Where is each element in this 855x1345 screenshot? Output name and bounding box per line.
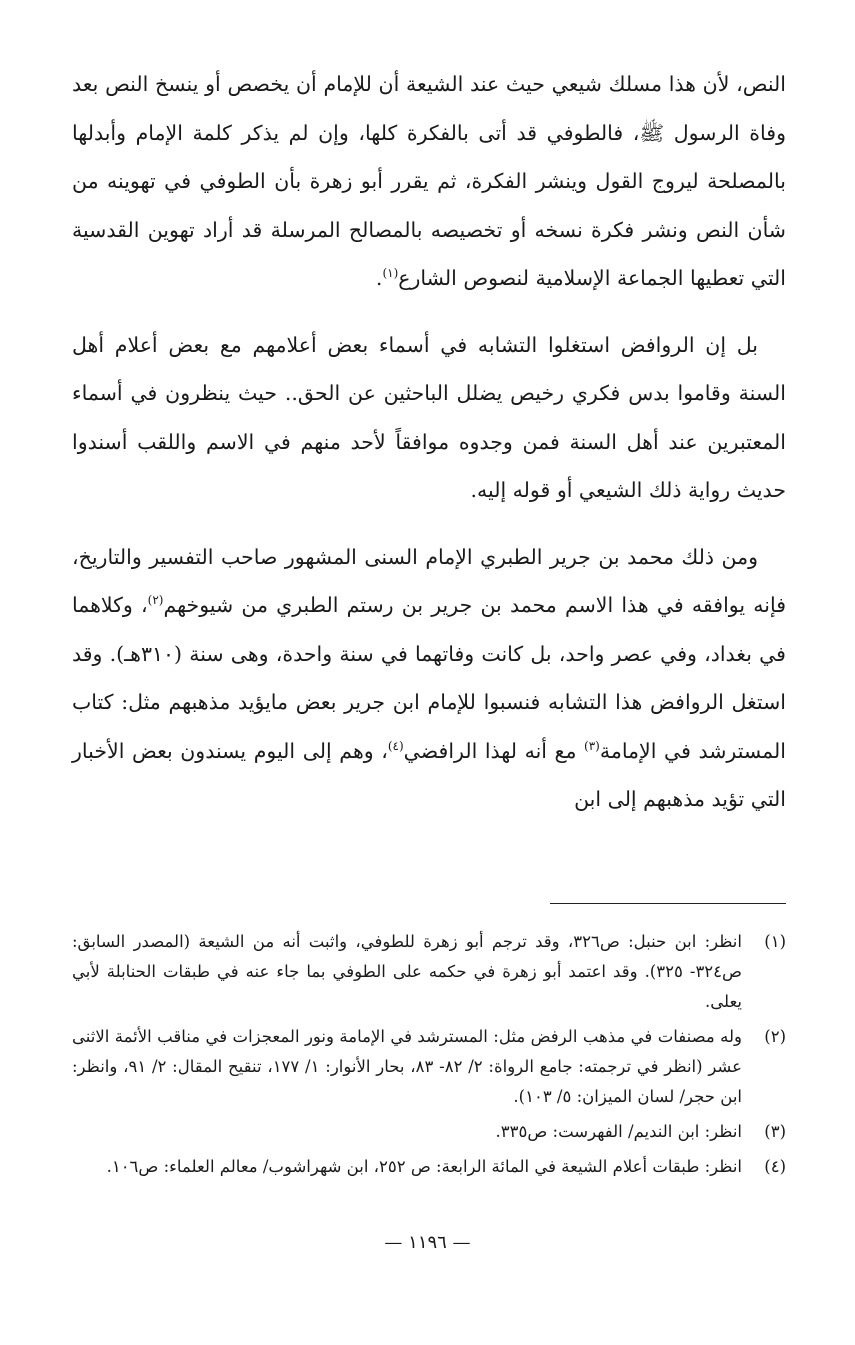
footnote-3: [72, 1117, 786, 1147]
footnote-ref-4[interactable]: (٤): [387, 738, 404, 753]
footnote-text: وله مصنفات في مذهب الرفض مثل: المسترشد في الإمامة ونور المعجزات في مناقب الأئمة الاثنى عشر (انظر في ترجمته: جامع الرواة: ٢/ ٨٢- ٨٣، بحار الأنوار: ١/ ١٧٧، تنقيح المقال: ٢/ ٩١، وانظر: ابن حجر/ لسان الميزان: ٥/ ١٠٣).: [72, 1027, 743, 1106]
footnote-text: انظر: ابن حنبل: ص٣٢٦، وقد ترجم أبو زهرة للطوفي، واثبت أنه من الشيعة (المصدر السابق: ص٣٢٤- ٣٢٥). وقد اعتمد أبو زهرة في حكمه على الطوفي بما جاء عنه في طبقات الحنابلة لأبي يعلى.: [72, 932, 742, 1011]
paragraph-3-part-d: ، وهم إلى اليوم يسندون بعض الأخبار التي تؤيد مذهبهم إلى ابن: [72, 738, 786, 811]
footnotes: [72, 927, 786, 1187]
paragraph-2: بل إن الروافض استغلوا التشابه في أسماء بعض أعلامهم مع بعض أعلام أهل السنة وقاموا بدس فكري رخيص يضلل الباحثين عن الحق.. حيث ينظرون في أسماء المعتبرين عند أهل السنة فمن وجدوه موافقاً لأحد منهم في الاسم واللقب أسندوا حديث رواية ذلك الشيعي أو قوله إليه.: [72, 332, 786, 502]
footnote-number: (١): [764, 932, 786, 951]
footnote-text: انظر: طبقات أعلام الشيعة في المائة الرابعة: ص ٢٥٢، ابن شهراشوب/ معالم العلماء: ص١٠٦.: [106, 1157, 742, 1176]
paragraph-3-part-c: مع أنه لهذا الرافضي: [403, 738, 585, 763]
footnote-ref-3[interactable]: (٣): [584, 738, 600, 753]
paragraph-3-part-b: ، وكلاهما في بغداد، وفي عصر واحد، بل كانت وفاتهما في سنة واحدة، وهى سنة (٣١٠هـ). وقد استغل الروافض هذا التشابه فنسبوا للإمام ابن جرير بعض مايؤيد مذهبهم مثل: كتاب المسترشد في الإمامة: [72, 593, 786, 763]
main-text: [72, 60, 786, 824]
footnote-ref-1[interactable]: (١): [382, 266, 399, 281]
footnote-divider: [550, 903, 786, 904]
paragraph-3-part-a: ومن ذلك محمد بن جرير الطبري الإمام السنى المشهور صاحب التفسير والتاريخ، فإنه يوافقه في هذا الاسم محمد بن جرير بن رستم الطبري من شيوخهم: [72, 544, 786, 617]
footnote-number: (٤): [764, 1157, 786, 1176]
footnote-number: (٢): [764, 1027, 786, 1046]
page-number: — ١١٩٦ —: [384, 1232, 471, 1253]
footnote-1: [72, 927, 786, 1017]
paragraph-3: [72, 533, 786, 824]
footnote-2: [72, 1022, 786, 1112]
footnote-4: [72, 1152, 786, 1182]
footnote-ref-2[interactable]: (٢): [147, 593, 164, 608]
paragraph-1: النص، لأن هذا مسلك شيعي حيث عند الشيعة أن للإمام أن يخصص أو ينسخ النص بعد وفاة الرسول ﷺ، فالطوفي قد أتى بالفكرة كلها، وإن لم يذكر كلمة الإمام وأبدلها بالمصلحة ليروج القول وينشر الفكرة، ثم يقرر أبو زهرة بأن الطوفي في تهوينه من شأن النص ونشر فكرة نسخه أو تخصيصه بالمصالح المرسلة قد أراد تهوين القدسية التي تعطيها الجماعة الإسلامية لنصوص الشارع$^{(١)}$.: [72, 72, 786, 290]
footnote-text: انظر: ابن النديم/ الفهرست: ص٣٣٥.: [495, 1122, 742, 1141]
paragraph-1-text: النص، لأن هذا مسلك شيعي حيث عند الشيعة أن للإمام أن يخصص أو ينسخ النص بعد وفاة الرسول ﷺ، فالطوفي قد أتى بالفكرة كلها، وإن لم يذكر كلمة الإمام وأبدلها بالمصلحة ليروج القول وينشر الفكرة، ثم يقرر أبو زهرة بأن الطوفي في تهوينه من شأن النص ونشر فكرة نسخه أو تخصيصه بالمصالح المرسلة قد أراد تهوين القدسية التي تعطيها الجماعة الإسلامية لنصوص الشارع: [72, 72, 786, 290]
footnote-number: (٣): [764, 1122, 786, 1141]
